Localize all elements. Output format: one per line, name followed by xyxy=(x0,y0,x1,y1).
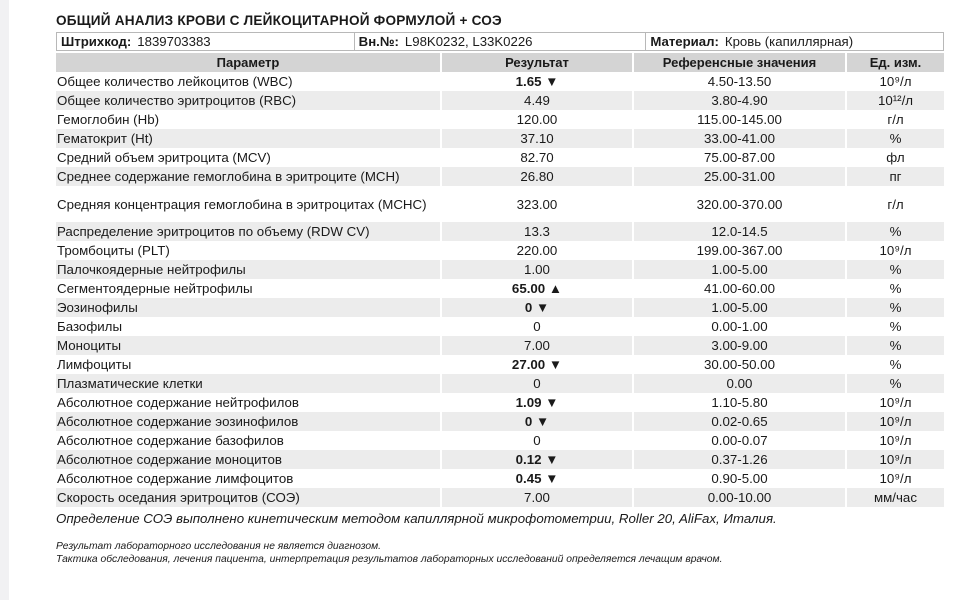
unit-cell: г/л xyxy=(846,186,944,222)
param-cell: Гемоглобин (Hb) xyxy=(57,112,160,127)
table-row xyxy=(56,298,944,317)
barcode-label: Штрихкод: xyxy=(61,34,132,49)
result-cell: 323.00 xyxy=(441,186,633,222)
material-value: Кровь (капиллярная) xyxy=(724,34,854,49)
result-cell: 0 xyxy=(441,374,633,393)
meta-info-row xyxy=(56,32,944,51)
param-cell: Палочкоядерные нейтрофилы xyxy=(56,260,441,279)
report-title: ОБЩИЙ АНАЛИЗ КРОВИ С ЛЕЙКОЦИТАРНОЙ ФОРМУЛОЙ + СОЭ xyxy=(56,13,502,28)
table-row xyxy=(56,222,944,241)
table-row xyxy=(56,241,944,260)
reference-cell: 0.37-1.26 xyxy=(633,450,846,469)
table-row xyxy=(56,260,944,279)
param-cell: Абсолютное содержание эозинофилов xyxy=(56,412,441,431)
result-cell: 0 ▼ xyxy=(441,298,633,317)
param-cell: Общее количество эритроцитов (RBC) xyxy=(56,91,441,110)
param-cell: Общее количество лейкоцитов (WBC) xyxy=(57,74,293,89)
param-cell: Скорость оседания эритроцитов (СОЭ) xyxy=(56,488,441,507)
barcode-cell xyxy=(56,32,355,51)
param-cell: Средний объем эритроцита (MCV) xyxy=(57,150,271,165)
param-cell: Распределение эритроцитов по объему (RDW CV) xyxy=(56,222,441,241)
reference-cell: 1.10-5.80 xyxy=(633,393,846,412)
column-header-result: Результат xyxy=(441,53,633,72)
result-cell: 0 xyxy=(441,431,633,450)
table-row xyxy=(56,148,944,167)
table-row xyxy=(56,91,944,110)
reference-cell: 115.00-145.00 xyxy=(633,110,846,129)
result-cell: 0.12 ▼ xyxy=(441,450,633,469)
param-cell: Эозинофилы xyxy=(56,298,441,317)
reference-cell: 75.00-87.00 xyxy=(633,148,846,167)
table-row xyxy=(56,336,944,355)
result-cell: 82.70 xyxy=(441,148,633,167)
result-cell: 1.09 ▼ xyxy=(441,393,633,412)
result-cell: 120.00 xyxy=(441,110,633,129)
result-cell: 27.00 ▼ xyxy=(441,355,633,374)
reference-cell: 0.00-10.00 xyxy=(633,488,846,507)
column-header-unit: Ед. изм. xyxy=(846,53,944,72)
table-row xyxy=(56,355,944,374)
unit-cell: мм/час xyxy=(846,488,944,507)
param-cell: Абсолютное содержание нейтрофилов xyxy=(57,395,299,410)
internal-number-label: Вн.№: xyxy=(358,34,399,49)
result-cell: 0.45 ▼ xyxy=(441,469,633,488)
reference-cell: 4.50-13.50 xyxy=(633,72,846,91)
page-left-edge xyxy=(0,0,9,600)
reference-cell: 25.00-31.00 xyxy=(633,167,846,186)
unit-cell: 10⁹/л xyxy=(846,412,944,431)
result-cell: 26.80 xyxy=(441,167,633,186)
reference-cell: 320.00-370.00 xyxy=(633,186,846,222)
unit-cell: % xyxy=(846,129,944,148)
unit-cell: % xyxy=(846,336,944,355)
param-cell: Средняя концентрация гемоглобина в эритроцитах (MCHC) xyxy=(57,196,427,212)
param-cell: Гематокрит (Ht) xyxy=(56,129,441,148)
disclaimer-text xyxy=(56,540,944,566)
param-cell: Плазматические клетки xyxy=(56,374,441,393)
table-row xyxy=(56,374,944,393)
result-cell: 0 xyxy=(441,317,633,336)
barcode-value: 1839703383 xyxy=(137,34,211,49)
table-row xyxy=(56,469,944,488)
reference-cell: 1.00-5.00 xyxy=(633,260,846,279)
table-row xyxy=(56,393,944,412)
reference-cell: 12.0-14.5 xyxy=(633,222,846,241)
column-header-param: Параметр xyxy=(56,53,441,72)
result-cell: 220.00 xyxy=(441,241,633,260)
table-row xyxy=(56,317,944,336)
disclaimer-line-2: Тактика обследования, лечения пациента, интерпретация результатов лабораторных исследований определяется лечащим врачом. xyxy=(56,554,723,565)
internal-number-value: L98K0232, L33K0226 xyxy=(404,34,533,49)
unit-cell: 10⁹/л xyxy=(846,469,944,488)
param-cell: Лимфоциты xyxy=(57,357,132,372)
table-row xyxy=(56,450,944,469)
unit-cell: 10⁹/л xyxy=(846,431,944,450)
param-cell: Моноциты xyxy=(56,336,441,355)
table-row xyxy=(56,412,944,431)
unit-cell: % xyxy=(846,298,944,317)
reference-cell: 30.00-50.00 xyxy=(633,355,846,374)
unit-cell: г/л xyxy=(846,110,944,129)
result-cell: 65.00 ▲ xyxy=(441,279,633,298)
table-row xyxy=(56,186,944,222)
result-cell: 1.65 ▼ xyxy=(441,72,633,91)
result-cell: 7.00 xyxy=(441,488,633,507)
param-cell: Абсолютное содержание базофилов xyxy=(57,433,284,448)
reference-cell: 1.00-5.00 xyxy=(633,298,846,317)
material-label: Материал: xyxy=(650,34,719,49)
result-cell: 0 ▼ xyxy=(441,412,633,431)
result-cell: 1.00 xyxy=(441,260,633,279)
unit-cell: фл xyxy=(846,148,944,167)
reference-cell: 0.02-0.65 xyxy=(633,412,846,431)
internal-number-cell xyxy=(354,32,647,51)
table-header-row xyxy=(56,53,944,72)
reference-cell: 0.00-0.07 xyxy=(633,431,846,450)
results-body xyxy=(56,72,944,507)
result-cell: 4.49 xyxy=(441,91,633,110)
result-cell: 7.00 xyxy=(441,336,633,355)
unit-cell: 10⁹/л xyxy=(846,72,944,91)
results-table xyxy=(56,53,944,507)
unit-cell: 10¹²/л xyxy=(846,91,944,110)
lab-report xyxy=(56,10,944,566)
param-cell: Среднее содержание гемоглобина в эритроците (MCH) xyxy=(56,167,441,186)
material-cell xyxy=(645,32,944,51)
unit-cell: пг xyxy=(846,167,944,186)
reference-cell: 3.00-9.00 xyxy=(633,336,846,355)
unit-cell: % xyxy=(846,317,944,336)
result-cell: 13.3 xyxy=(441,222,633,241)
table-row xyxy=(56,279,944,298)
result-cell: 37.10 xyxy=(441,129,633,148)
table-row xyxy=(56,167,944,186)
reference-cell: 0.00 xyxy=(633,374,846,393)
reference-cell: 41.00-60.00 xyxy=(633,279,846,298)
unit-cell: 10⁹/л xyxy=(846,241,944,260)
unit-cell: % xyxy=(846,260,944,279)
disclaimer-line-1: Результат лабораторного исследования не является диагнозом. xyxy=(56,541,382,552)
method-note: Определение СОЭ выполнено кинетическим методом капиллярной микрофотометрии, Roller 20, AliFax, Италия. xyxy=(56,511,777,526)
column-header-reference: Референсные значения xyxy=(633,53,846,72)
table-row xyxy=(56,129,944,148)
table-row xyxy=(56,72,944,91)
unit-cell: % xyxy=(846,374,944,393)
table-row xyxy=(56,431,944,450)
param-cell: Сегментоядерные нейтрофилы xyxy=(57,281,253,296)
unit-cell: % xyxy=(846,222,944,241)
table-row xyxy=(56,488,944,507)
unit-cell: 10⁹/л xyxy=(846,393,944,412)
reference-cell: 33.00-41.00 xyxy=(633,129,846,148)
reference-cell: 3.80-4.90 xyxy=(633,91,846,110)
param-cell: Абсолютное содержание лимфоцитов xyxy=(57,471,294,486)
reference-cell: 0.90-5.00 xyxy=(633,469,846,488)
reference-cell: 199.00-367.00 xyxy=(633,241,846,260)
param-cell: Тромбоциты (PLT) xyxy=(57,243,170,258)
param-cell: Абсолютное содержание моноцитов xyxy=(56,450,441,469)
param-cell: Базофилы xyxy=(57,319,122,334)
unit-cell: 10⁹/л xyxy=(846,450,944,469)
unit-cell: % xyxy=(846,279,944,298)
unit-cell: % xyxy=(846,355,944,374)
reference-cell: 0.00-1.00 xyxy=(633,317,846,336)
table-row xyxy=(56,110,944,129)
